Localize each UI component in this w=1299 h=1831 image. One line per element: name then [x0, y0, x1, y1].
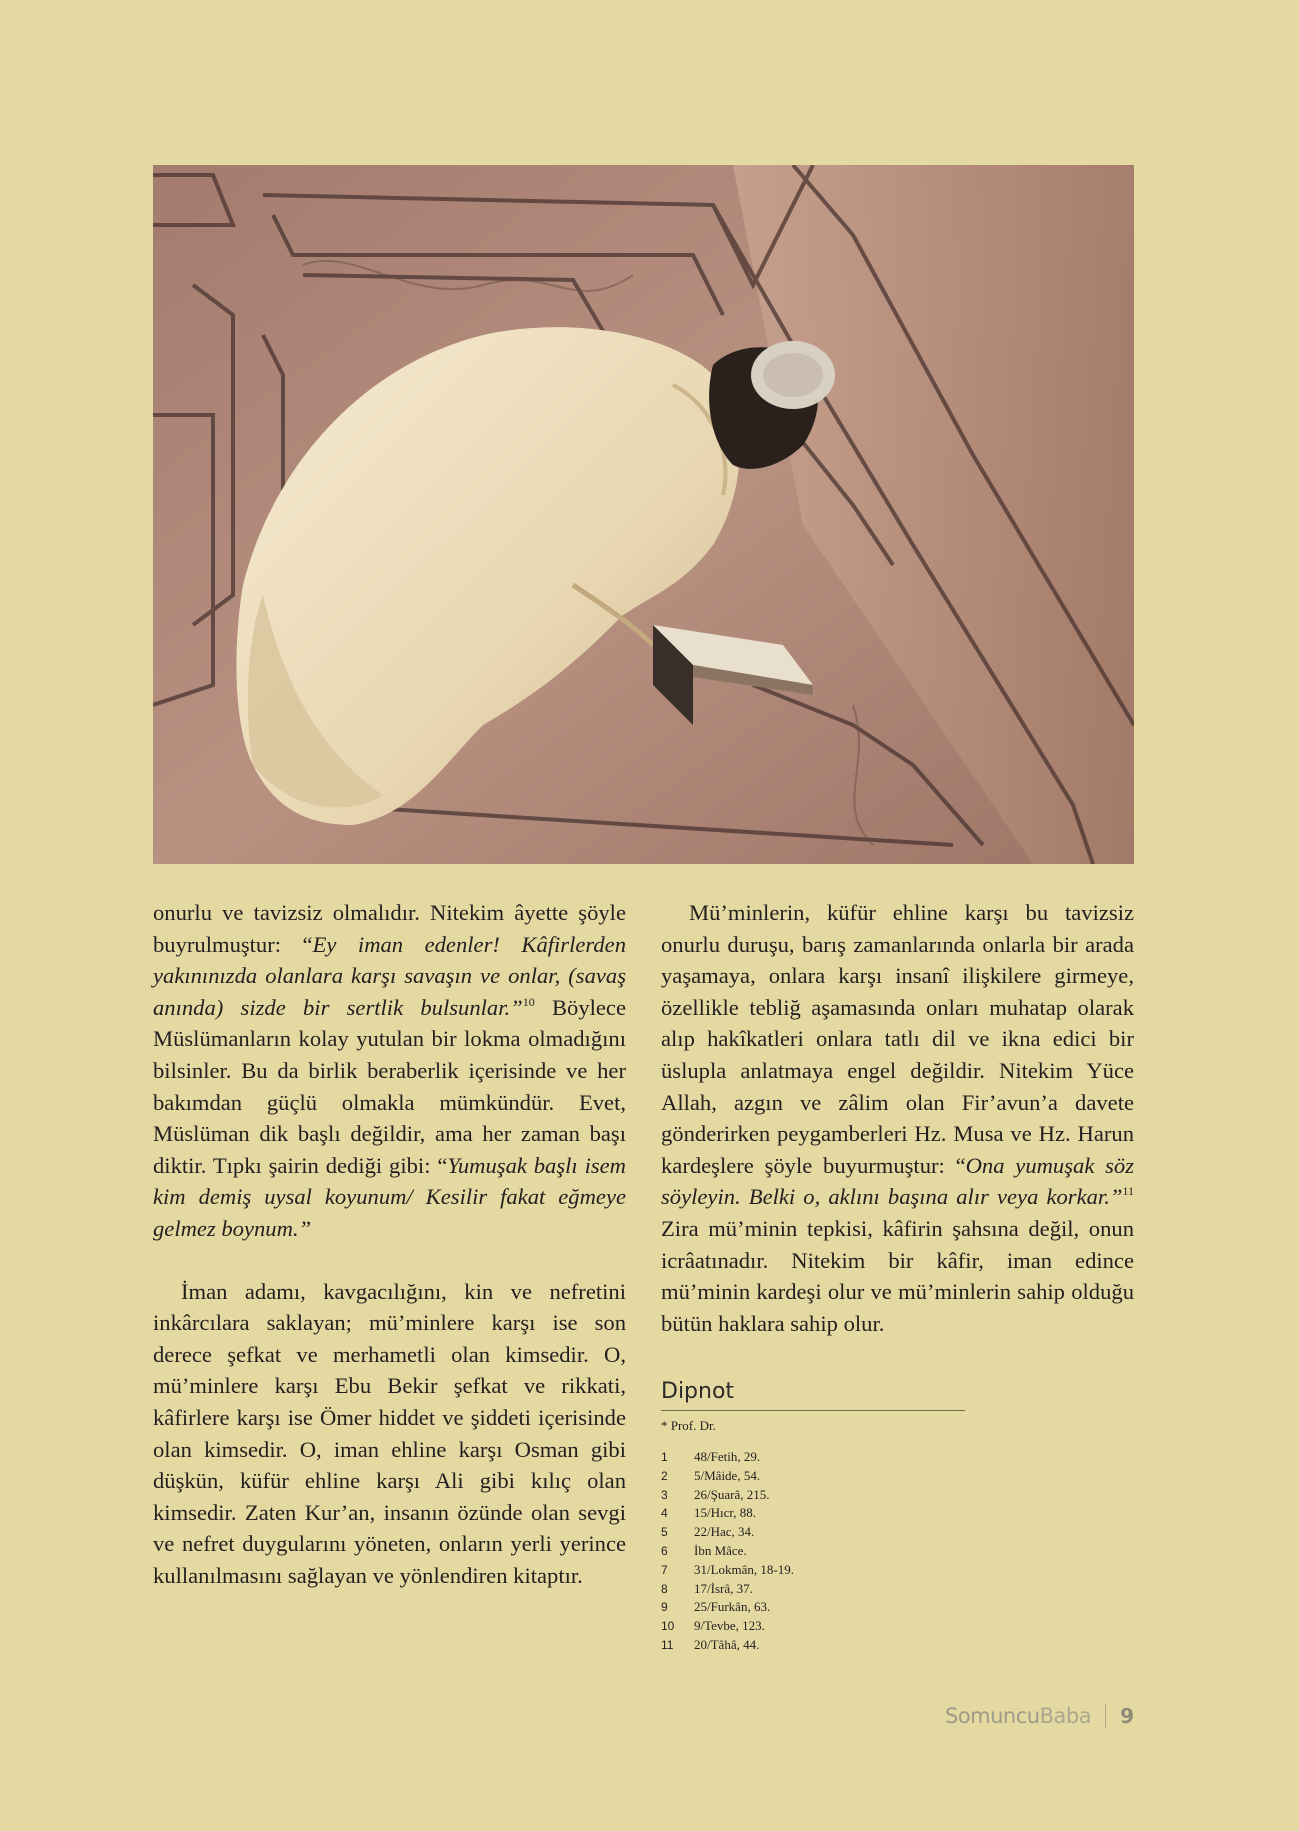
footnote-number: 4	[661, 1506, 668, 1521]
footnote-item	[661, 1580, 965, 1599]
photo-man-praying	[153, 165, 1134, 864]
footnote-text: 20/Tâhâ, 44.	[694, 1636, 760, 1652]
footnote-text: 26/Şuarâ, 215.	[694, 1486, 770, 1502]
magazine-brand	[945, 1704, 1091, 1728]
footnote-item	[661, 1504, 965, 1523]
footnote-number: 2	[661, 1468, 668, 1483]
left-column	[153, 897, 626, 1591]
footnote-text: 9/Tevbe, 123.	[694, 1618, 765, 1634]
footnote-item	[661, 1561, 965, 1580]
footnote-number: 5	[661, 1525, 668, 1540]
brand-part-2: Baba	[1039, 1704, 1092, 1728]
quran-quote: Ey iman edenler! Kâfirlerden yakınınızda olanlara karşı savaşın ve onlar, (savaş anında) sizde bir sertlik bulsunlar.”	[153, 931, 626, 1020]
footnote-text: 48/Fetih, 29.	[694, 1449, 761, 1464]
footer-divider	[1105, 1704, 1106, 1728]
page-number: 9	[1120, 1704, 1134, 1728]
man-praying-icon	[153, 165, 1134, 864]
footnote-number: 3	[661, 1487, 668, 1502]
footnote-item	[661, 1636, 965, 1655]
footnote-text: 15/Hıcr, 88.	[694, 1505, 756, 1521]
footnote-item	[661, 1542, 965, 1561]
footnote-text: 17/İsrâ, 37.	[694, 1580, 753, 1596]
footnote-number: 7	[661, 1562, 668, 1577]
quran-quote: Ona yumuşak söz söyleyin. Belki o, aklını başına alır veya korkar.”	[661, 1152, 1134, 1210]
footnote-number: 11	[661, 1637, 674, 1652]
footnote-text: 31/Lokmân, 18-19.	[694, 1561, 795, 1577]
footnote-text: 22/Hac, 34.	[694, 1524, 755, 1540]
right-paragraph-1	[661, 897, 1134, 1339]
footnote-number: 8	[661, 1581, 668, 1596]
text-run: onurlu ve tavizsiz olmalıdır. Nitekim âyette şöyle buyrulmuştur: “	[153, 900, 626, 957]
text-run: Böylece Müslümanların kolay yutulan bir lokma olmadığını bilsinler. Bu da birlik beraberlik içerisinde ve her bakımdan güçlü olmakla mümkündür. Evet, Müslüman dik başlı değildir, ama her zaman başı diktir. Tıpkı şairin dediği gibi: “	[153, 994, 626, 1178]
footnote-text: 25/Furkân, 63.	[694, 1599, 771, 1615]
footnote-item	[661, 1467, 965, 1486]
footnote-ref: 11	[1122, 1184, 1134, 1199]
page-footer	[945, 1704, 1134, 1728]
footnote-item	[661, 1448, 965, 1467]
footnote-item	[661, 1598, 965, 1617]
footnote-number: 9	[661, 1600, 668, 1615]
footnote-text: 5/Mâide, 54.	[694, 1467, 761, 1483]
footnotes-author-note: * Prof. Dr.	[661, 1418, 716, 1433]
footnote-number: 1	[661, 1450, 668, 1464]
poem-quote: Yumuşak başlı isem kim demiş uysal koyunum/ Kesilir fakat eğmeye gelmez boynum.”	[153, 1152, 626, 1241]
text-run: Mü’minlerin, küfür ehline karşı bu tavizsiz onurlu duruşu, barış zamanlarında onlarla bir arada yaşamaya, onlara karşı insanî ilişkilere girmeye, özellikle tebliğ aşamasında onları muhatap olarak alıp hakîkatleri onlara tatlı dil ve ikna edici bir üslupla anlatmaya engel değildir. Nitekim Yüce Allah, azgın ve zâlim olan Fir’avun’a davete gönderirken peygamberleri Hz. Musa ve Hz. Harun kardeşlere şöyle buyurmuştur: “	[661, 900, 1134, 1178]
footnote-text: İbn Mâce.	[694, 1542, 747, 1558]
footnote-item	[661, 1523, 965, 1542]
footnote-ref: 10	[522, 994, 535, 1009]
footnotes-list	[661, 1448, 965, 1655]
footnotes-section	[661, 1379, 965, 1655]
text-run: Zira mü’minin tepkisi, kâfirin şahsına değil, onun icrâatınadır. Nitekim bir kâfir, iman edince mü’minin kardeşi olur ve mü’minlerin sahip olduğu bütün haklara sahip olur.	[661, 1215, 1134, 1336]
right-column	[661, 897, 1134, 1339]
footnote-item	[661, 1617, 965, 1636]
left-paragraph-1	[153, 897, 626, 1245]
footnote-number: 10	[661, 1619, 675, 1634]
left-paragraph-2: İman adamı, kavgacılığını, kin ve nefretini inkârcılara saklayan; mü’minlere karşı ise son derece şefkat ve merhametli olan kimsedir. O, mü’minlere karşı Ebu Bekir şefkat ve rikkati, kâfirlere karşı ise Ömer hiddet ve şiddeti içerisinde olan kimsedir. O, iman ehline karşı Osman gibi düşkün, küfür ehline karşı Ali gibi kılıç olan kimsedir. Zaten Kur’an, insanın özünde olan sevgi ve nefret duygularını yöneten, onların yerli yerince kullanılmasını sağlayan ve yönlendiren kitaptır.	[153, 1278, 626, 1588]
footnote-number: 6	[661, 1543, 668, 1558]
footnote-item	[661, 1486, 965, 1505]
brand-part-1: Somuncu	[944, 1704, 1040, 1728]
footnotes-title: Dipnot	[661, 1379, 965, 1411]
